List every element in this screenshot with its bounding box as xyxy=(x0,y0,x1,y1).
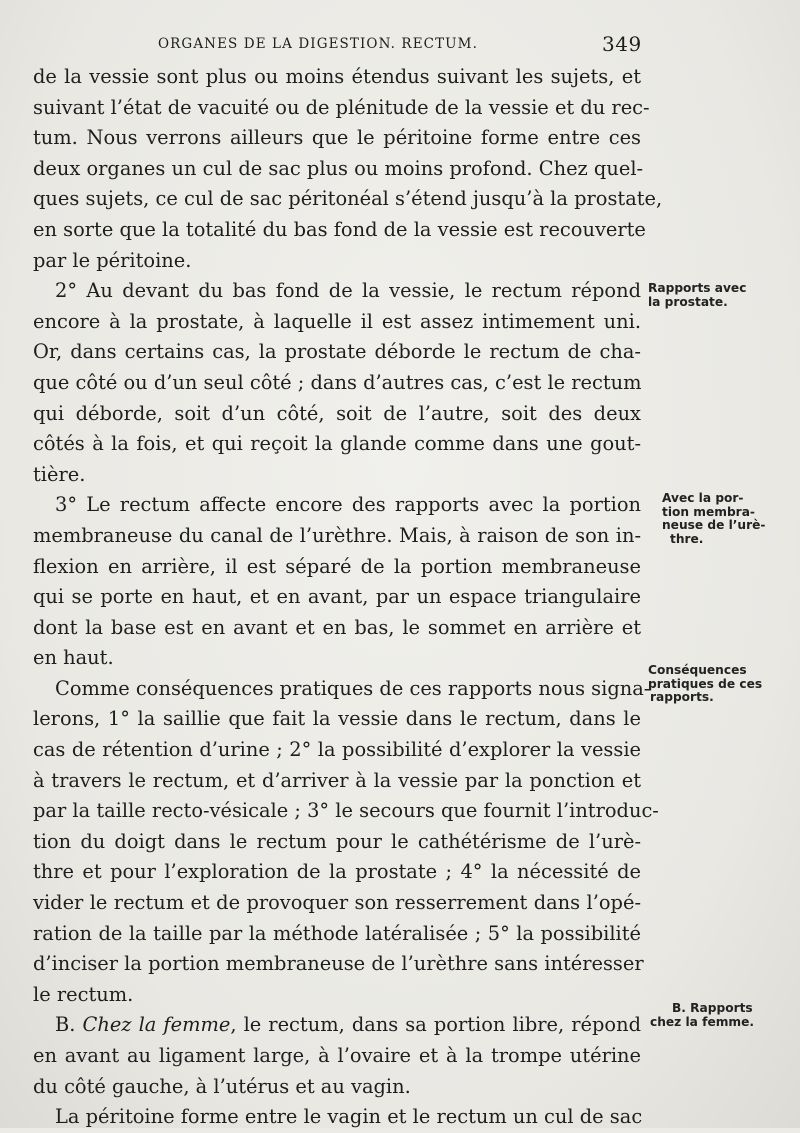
text-line: encore à la prostate, à laquelle il est assez intimement uni. xyxy=(33,309,641,333)
text-line: lerons, 1° la saillie que fait la vessie dans le rectum, dans le xyxy=(33,707,641,731)
text-line: deux organes un cul de sac plus ou moins profond. Chez quel- xyxy=(33,156,644,180)
margin-note-line: B. Rapports xyxy=(672,1001,753,1015)
text-line: tion du doigt dans le rectum pour le cathétérisme de l’urè- xyxy=(33,829,641,853)
text-line: ration de la taille par la méthode latéralisée ; 5° la possibilité xyxy=(33,921,641,945)
text-line: flexion en arrière, il est séparé de la portion membraneuse xyxy=(33,554,641,578)
margin-note xyxy=(648,282,746,309)
text-line: d’inciser la portion membraneuse de l’urèthre sans intéresser xyxy=(33,952,644,976)
margin-note-line: thre. xyxy=(670,531,704,546)
margin-note-line: Avec la por- xyxy=(662,491,744,505)
page-number: 349 xyxy=(602,32,642,56)
text-line: ques sujets, ce cul de sac péritonéal s’étend jusqu’à la prostate, xyxy=(33,187,663,211)
text-line: par le péritoine. xyxy=(33,248,192,272)
text-line: 2° Au devant du bas fond de la vessie, le rectum répond xyxy=(55,279,641,303)
text-line: membraneuse du canal de l’urèthre. Mais, à raison de son in- xyxy=(33,523,641,547)
text-line: B. Chez la femme, le rectum, dans sa portion libre, répond xyxy=(55,1013,641,1037)
text-line: thre et pour l’exploration de la prostate ; 4° la nécessité de xyxy=(33,860,641,884)
text-line: 3° Le rectum affecte encore des rapports avec la portion xyxy=(55,493,641,517)
margin-note xyxy=(650,1002,754,1029)
text-line: Comme conséquences pratiques de ces rapports nous signa- xyxy=(55,676,651,700)
text-line: La péritoine forme entre le vagin et le rectum un cul de sac xyxy=(55,1105,643,1129)
margin-note xyxy=(648,664,762,705)
text-line: Or, dans certains cas, la prostate déborde le rectum de cha- xyxy=(33,340,641,364)
margin-note-line: Conséquences xyxy=(648,663,747,677)
text-line: qui se porte en haut, et en avant, par un espace triangulaire xyxy=(33,585,641,609)
margin-note-line: tion membra- xyxy=(662,504,755,519)
text-line: en haut. xyxy=(33,646,114,670)
text-line: en avant au ligament large, à l’ovaire et à la trompe utérine xyxy=(33,1044,641,1067)
text-line: que côté ou d’un seul côté ; dans d’autres cas, c’est le rectum xyxy=(33,370,642,394)
text-line: qui déborde, soit d’un côté, soit de l’autre, soit des deux xyxy=(33,401,641,425)
text-line: le rectum. xyxy=(33,982,134,1006)
margin-note-line: la prostate. xyxy=(648,294,728,309)
text-line: à travers le rectum, et d’arriver à la vessie par la ponction et xyxy=(33,768,641,792)
text-line: vider le rectum et de provoquer son resserrement dans l’opé- xyxy=(33,891,641,915)
margin-note-line: pratiques de ces xyxy=(648,676,763,691)
body-text xyxy=(33,62,663,1133)
page-header xyxy=(0,34,800,58)
text-line: tum. Nous verrons ailleurs que le péritoine forme entre ces xyxy=(33,126,641,150)
text-line: dont la base est en avant et en bas, le sommet en arrière et xyxy=(33,615,641,639)
text-line: du côté gauche, à l’utérus et au vagin. xyxy=(33,1074,411,1098)
text-line: côtés à la fois, et qui reçoit la glande comme dans une gout- xyxy=(33,432,641,456)
margin-note-line: rapports. xyxy=(650,690,714,704)
running-head: ORGANES DE LA DIGESTION. RECTUM. xyxy=(158,36,478,52)
text-line: en sorte que la totalité du bas fond de la vessie est recouverte xyxy=(33,217,646,241)
text-line: par la taille recto-vésicale ; 3° le secours que fournit l’introduc- xyxy=(33,799,659,823)
margin-note xyxy=(662,492,765,546)
margin-note-line: chez la femme. xyxy=(650,1014,755,1029)
margin-note-line: neuse de l’urè- xyxy=(662,518,766,532)
text-line: cas de rétention d’urine ; 2° la possibilité d’explorer la vessie xyxy=(33,738,641,762)
text-line: tière. xyxy=(33,462,86,486)
margin-note-line: Rapports avec xyxy=(648,281,747,295)
text-line: suivant l’état de vacuité ou de plénitude de la vessie et du rec- xyxy=(33,95,650,119)
text-line: de la vessie sont plus ou moins étendus suivant les sujets, et xyxy=(33,65,641,88)
